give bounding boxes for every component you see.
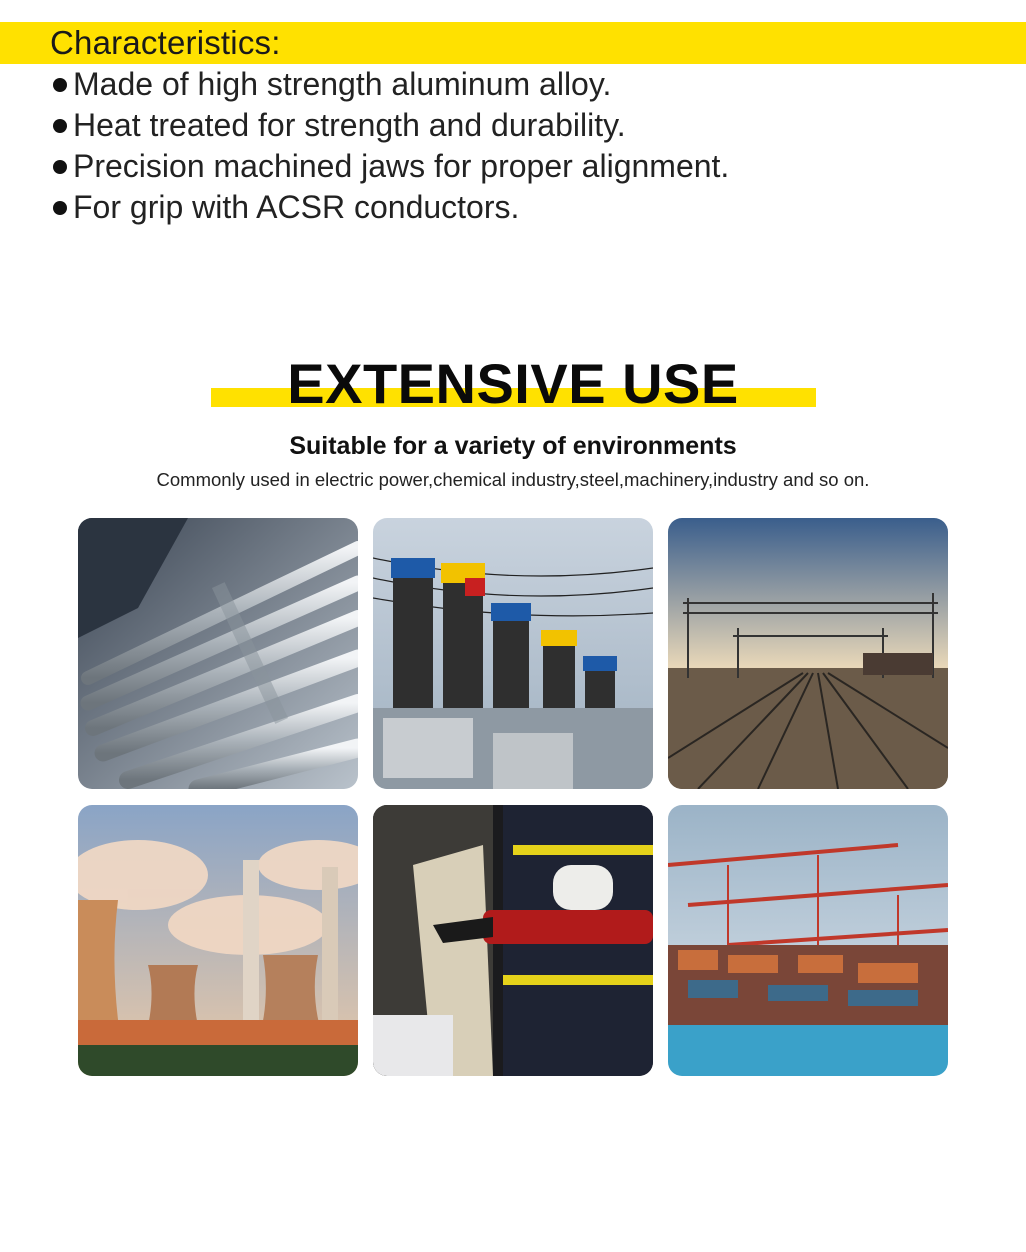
substation-insulators-image — [373, 518, 653, 789]
list-item — [50, 105, 729, 146]
extensive-use-title: EXTENSIVE USE — [287, 352, 739, 415]
characteristics-title: Characteristics: — [50, 24, 281, 61]
bullet-icon — [53, 160, 67, 174]
image-tile — [78, 805, 358, 1076]
characteristics-list — [50, 64, 729, 228]
usage-description: Commonly used in electric power,chemical industry,steel,machinery,industry and so on. — [156, 469, 870, 490]
conduit-pipes-image — [78, 518, 358, 789]
image-tile — [373, 805, 653, 1076]
railway-tracks-image — [668, 518, 948, 789]
usage-subtitle: Suitable for a variety of environments — [289, 432, 737, 460]
list-item — [50, 146, 729, 187]
image-tile — [668, 805, 948, 1076]
image-tile — [373, 518, 653, 789]
list-item-text: Precision machined jaws for proper alignment. — [73, 148, 730, 184]
list-item-text: Heat treated for strength and durability. — [73, 107, 626, 143]
bullet-icon — [53, 78, 67, 92]
list-item — [50, 64, 729, 105]
rescue-tool-image — [373, 805, 653, 1076]
port-container-ship-image — [668, 805, 948, 1076]
bullet-icon — [53, 119, 67, 133]
bullet-icon — [53, 201, 67, 215]
image-tile — [668, 518, 948, 789]
power-plant-cooling-towers-image — [78, 805, 358, 1076]
list-item-text: Made of high strength aluminum alloy. — [73, 66, 612, 102]
list-item-text: For grip with ACSR conductors. — [73, 189, 520, 225]
list-item — [50, 187, 729, 228]
image-tile — [78, 518, 358, 789]
